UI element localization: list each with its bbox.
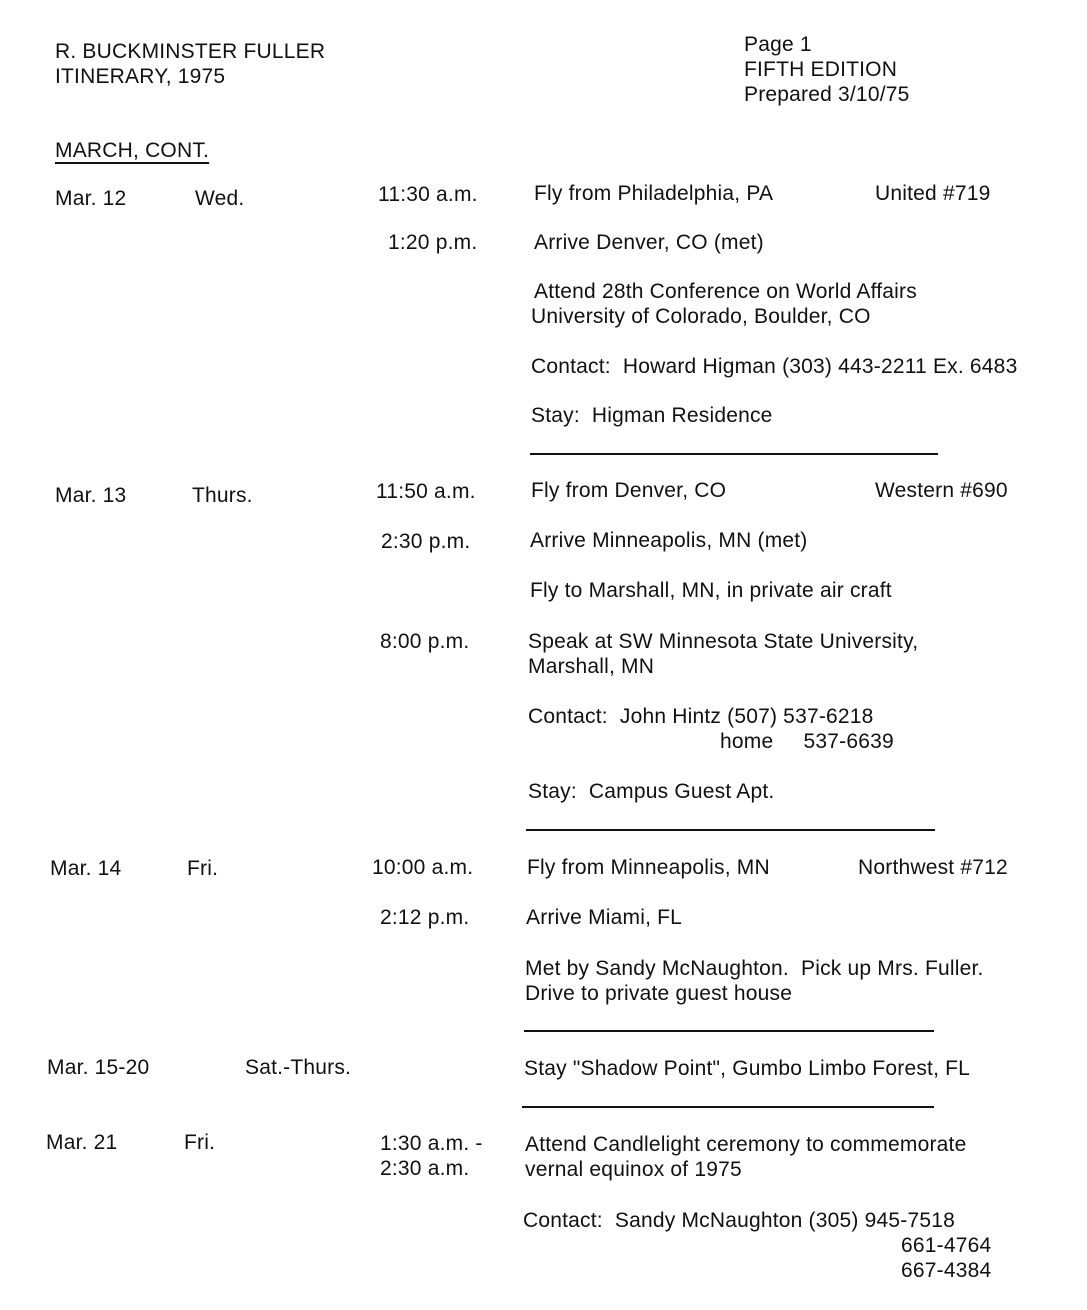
separator-rule [526,829,935,831]
entry-date: Mar. 21 [46,1131,118,1154]
entry-day: Fri. [184,1131,216,1154]
entry-event: Arrive Denver, CO (met) [534,231,764,254]
flight-number: United #719 [875,182,991,205]
entry-date: Mar. 15-20 [47,1056,150,1079]
entry-event: Drive to private guest house [525,982,793,1005]
entry-contact: Contact: Howard Higman (303) 443-2211 Ex. 6483 [531,355,1018,378]
entry-stay: Stay: Campus Guest Apt. [528,780,775,803]
edition: FIFTH EDITION [744,58,898,81]
entry-date: Mar. 14 [50,857,122,880]
entry-event: vernal equinox of 1975 [525,1158,742,1181]
entry-event: Marshall, MN [528,655,655,678]
entry-date: Mar. 12 [55,187,127,210]
flight-number: Northwest #712 [858,856,1008,879]
entry-event: Speak at SW Minnesota State University, [528,630,919,653]
entry-time: 11:30 a.m. [378,183,478,206]
entry-time: 1:20 p.m. [388,231,478,254]
entry-day: Wed. [195,187,245,210]
entry-event: Fly from Philadelphia, PA [534,182,774,205]
itinerary-title: ITINERARY, 1975 [55,65,226,88]
entry-date: Mar. 13 [55,484,127,507]
entry-time: 10:00 a.m. [372,856,474,879]
entry-contact-phone: 667-4384 [901,1259,992,1282]
entry-event: University of Colorado, Boulder, CO [531,305,871,328]
entry-day: Fri. [187,857,219,880]
entry-event: Stay "Shadow Point", Gumbo Limbo Forest, FL [524,1057,971,1080]
section-title: MARCH, CONT. [55,139,210,162]
entry-event: Attend Candlelight ceremony to commemorate [525,1133,967,1156]
entry-time: 2:30 p.m. [381,530,471,553]
entry-time: 1:30 a.m. - [380,1132,483,1155]
entry-stay: Stay: Higman Residence [531,404,773,427]
entry-event: Fly to Marshall, MN, in private air craft [530,579,892,602]
entry-event: Attend 28th Conference on World Affairs [534,280,917,303]
entry-contact: Contact: John Hintz (507) 537-6218 [528,705,874,728]
entry-time: 8:00 p.m. [380,630,470,653]
page-number: Page 1 [744,33,812,56]
entry-contact-home: home 537-6639 [720,730,894,753]
entry-time: 2:30 a.m. [380,1157,470,1180]
flight-number: Western #690 [875,479,1008,502]
entry-event: Arrive Miami, FL [526,906,683,929]
entry-event: Arrive Minneapolis, MN (met) [530,529,808,552]
separator-rule [530,453,938,455]
entry-event: Fly from Denver, CO [531,479,727,502]
entry-day: Thurs. [192,484,253,507]
separator-rule [524,1030,934,1032]
separator-rule [522,1106,934,1108]
entry-event: Fly from Minneapolis, MN [527,856,770,879]
entry-event: Met by Sandy McNaughton. Pick up Mrs. Fuller. [525,957,984,980]
entry-time: 2:12 p.m. [380,906,470,929]
author-name: R. BUCKMINSTER FULLER [55,40,326,63]
entry-contact: Contact: Sandy McNaughton (305) 945-7518 [523,1209,955,1232]
entry-day: Sat.-Thurs. [245,1056,352,1079]
prepared-date: Prepared 3/10/75 [744,83,910,106]
entry-contact-phone: 661-4764 [901,1234,992,1257]
entry-time: 11:50 a.m. [376,480,476,503]
